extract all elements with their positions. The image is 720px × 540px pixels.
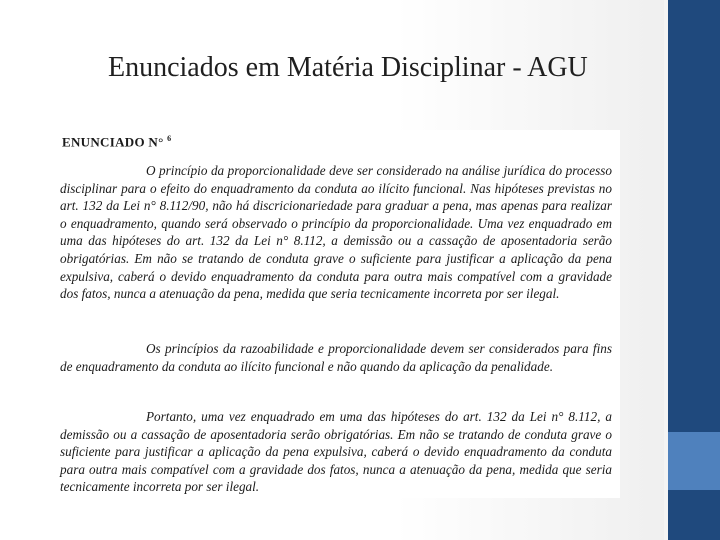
paragraph-2: Os princípios da razoabilidade e proporcionalidade devem ser considerados para fins de enquadramento da conduta ao ilícito funcional e não quando da aplicação da penalidade. — [60, 341, 612, 374]
accent-bar-light — [668, 432, 720, 490]
enunciado-heading-label: ENUNCIADO N° — [62, 134, 164, 150]
paragraph-3: Portanto, uma vez enquadrado em uma das hipóteses do art. 132 da Lei n° 8.112, a demissão ou a cassação de aposentadoria serão obrigatórias. Em não se tratando de conduta grave o suficiente para justificar a aplicação da pena expulsiva, caberá o devido enquadramento da conduta para outra mais compatível com a gravidade dos fatos, nunca a atenuação da pena, medida que seria tecnicamente incorreta por ser ilegal. — [60, 409, 612, 495]
paragraph-1: O princípio da proporcionalidade deve ser considerado na análise jurídica do processo disciplinar para o efeito do enquadramento da conduta ao ilícito funcional. Nas hipóteses previstas no art. 132 da Lei n° 8.112/90, não há discricionariedade para graduar a pena, mas apenas para realizar o enquadramento, quando será observado o princípio da proporcionalidade. Uma vez enquadrado em uma das hipóteses do art. 132 da Lei n° 8.112, a demissão ou a cassação de aposentadoria serão obrigatórias. Em não se tratando de conduta grave o suficiente para justificar a aplicação da pena expulsiva, caberá o devido enquadramento da conduta para outra mais compatível com a gravidade dos fatos, nunca a atenuação da pena, medida que seria tecnicamente incorreta por ser ilegal. — [60, 163, 612, 302]
enunciado-heading — [62, 134, 171, 150]
enunciado-number: 6 — [167, 134, 172, 143]
slide-title: Enunciados em Matéria Disciplinar - AGU — [108, 52, 588, 83]
document-image — [60, 130, 620, 498]
